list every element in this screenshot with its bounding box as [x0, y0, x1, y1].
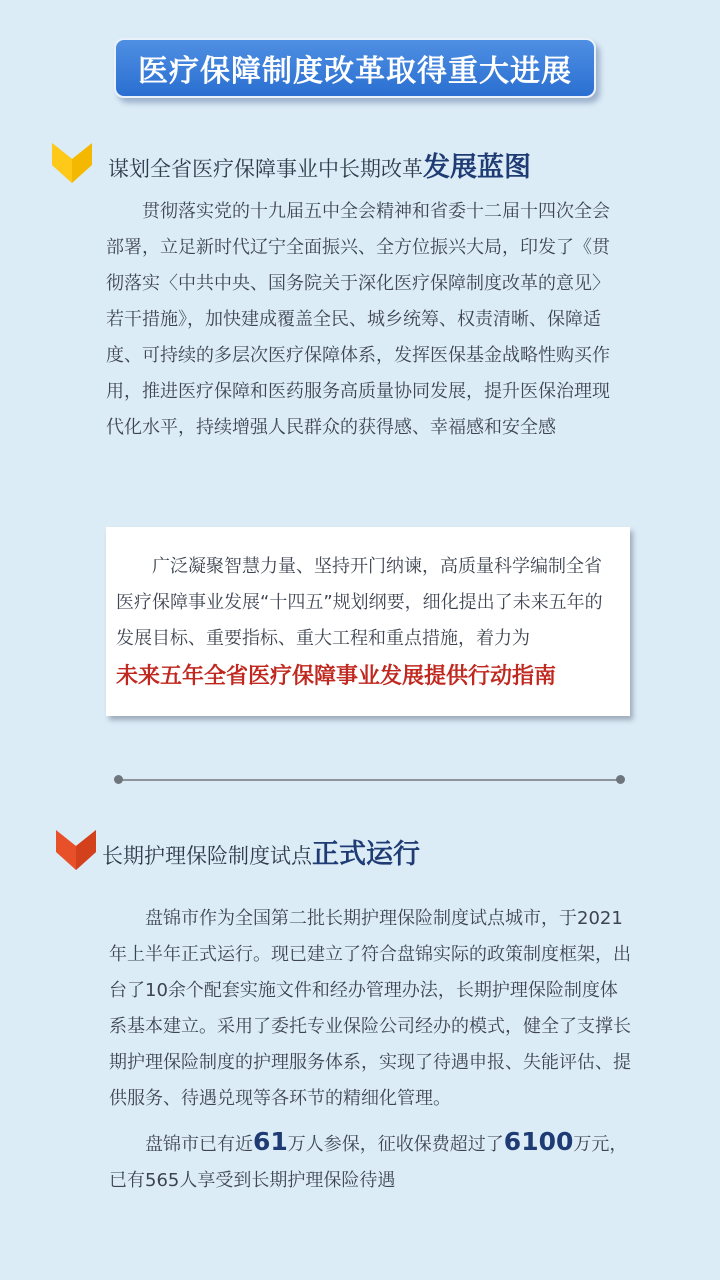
- section-heading-blueprint: [52, 143, 531, 185]
- stat-insured: 61: [253, 1127, 288, 1156]
- divider-dot-left: [114, 775, 123, 784]
- card-highlight: 未来五年全省医疗保障事业发展提供行动指南: [116, 664, 557, 689]
- section1-paragraph: 贯彻落实党的十九届五中全会精神和省委十二届十四次全会部署，立足新时代辽宁全面振兴、全方位振兴大局，印发了《贯彻落实〈中共中央、国务院关于深化医疗保障制度改革的意见〉若干措施》，加快建成覆盖全民、城乡统筹、权责清晰、保障适度、可持续的多层次医疗保障体系，发挥医保基金战略性购买作用，推进医疗保障和医药服务高质量协同发展，提升医保治理现代化水平，持续增强人民群众的获得感、幸福感和安全感: [106, 201, 610, 438]
- section-heading-text: 谋划全省医疗保障事业中长期改革发展蓝图: [108, 151, 531, 183]
- divider-dot-right: [616, 775, 625, 784]
- page-title: 医疗保障制度改革取得重大进展: [114, 38, 596, 98]
- section-heading-ltc-insurance: [56, 830, 420, 872]
- chevron-down-icon: [52, 143, 92, 185]
- section-heading-text: 长期护理保险制度试点正式运行: [102, 838, 420, 870]
- section2-stats: 盘锦市已有近61万人参保，征收保费超过了6100万元，已有565人享受到长期护理保险待遇: [109, 1127, 628, 1191]
- card-text: 广泛凝聚智慧力量、坚持开门纳谏，高质量科学编制全省医疗保障事业发展“十四五”规划纲要，细化提出了未来五年的发展目标、重要指标、重大工程和重点措施，着力为 未来五年全省医疗保障事业发展提供行动指南: [116, 549, 608, 695]
- divider: [117, 779, 623, 781]
- highlight-card: [106, 527, 630, 716]
- chevron-down-icon: [56, 830, 96, 872]
- stat-premium: 6100: [503, 1127, 574, 1156]
- section2-paragraph: 盘锦市作为全国第二批长期护理保险制度试点城市，于2021年上半年正式运行。现已建立了符合盘锦实际的政策制度框架，出台了10余个配套实施文件和经办管理办法，长期护理保险制度体系基本建立。采用了委托专业保险公司经办的模式，健全了支撑长期护理保险制度的护理服务体系，实现了待遇申报、失能评估、提供服务、待遇兑现等各环节的精细化管理。: [109, 908, 631, 1109]
